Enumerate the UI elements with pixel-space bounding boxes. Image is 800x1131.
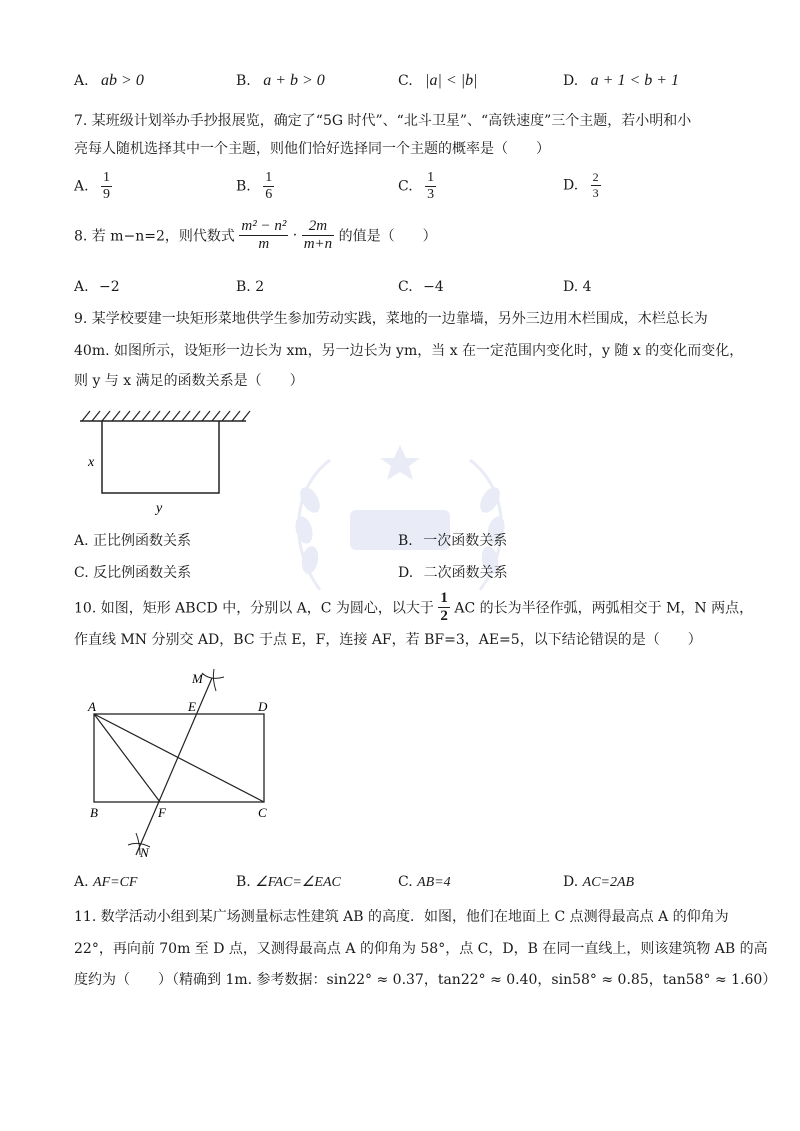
- option-letter: D.: [563, 73, 579, 89]
- q8-prefix: 8. 若 m−n=2，则代数式: [74, 228, 235, 245]
- option-letter: A.: [74, 73, 89, 89]
- q6-option-c: [398, 72, 478, 90]
- option-fraction: [425, 170, 436, 203]
- option-letter: D.: [398, 565, 414, 581]
- denominator: 3: [427, 187, 435, 202]
- q8-option-a: [74, 279, 120, 295]
- wall-hatch: [82, 411, 250, 421]
- option-letter: D.: [563, 279, 579, 295]
- option-text: ∠FAC=∠EAC: [255, 875, 341, 890]
- option-text: |a| < |b|: [425, 72, 478, 89]
- label-m: M: [192, 671, 203, 686]
- q8-fraction-2: [302, 218, 334, 253]
- option-letter: B.: [236, 178, 251, 195]
- numerator: 2m: [302, 218, 334, 236]
- label-x: x: [88, 455, 95, 470]
- numerator: 2: [592, 170, 599, 184]
- option-letter: C.: [74, 565, 89, 581]
- q9-option-c: [74, 562, 191, 582]
- option-fraction: [101, 170, 112, 203]
- q9-option-b: [398, 530, 507, 550]
- q11-line1: 11. 数学活动小组到某广场测量标志性建筑 AB 的高度．如图，他们在地面上 C 点测得最高点 A 的仰角为: [74, 909, 729, 925]
- q9-line3: 则 y 与 x 满足的函数关系是（ ）: [74, 373, 304, 389]
- q10-line2: 作直线 MN 分别交 AD，BC 于点 E，F，连接 AF，若 BF=3，AE=5，以下结论错误的是（ ）: [74, 632, 702, 648]
- denominator: 6: [265, 187, 273, 202]
- option-text: 2: [255, 279, 265, 295]
- option-letter: B.: [236, 73, 251, 89]
- label-f: F: [158, 805, 166, 820]
- option-text: −2: [99, 279, 120, 295]
- q10-line1: [74, 590, 753, 625]
- option-letter: D.: [563, 874, 579, 890]
- option-letter: B.: [398, 533, 413, 549]
- line-mn: [136, 678, 212, 855]
- q10-option-a: [74, 874, 137, 891]
- option-text: 正比例函数关系: [93, 533, 192, 549]
- option-text: −4: [423, 279, 444, 295]
- q7-option-c: [398, 170, 436, 203]
- q7-option-d: [563, 170, 601, 201]
- option-letter: C.: [398, 279, 413, 295]
- q10-option-b: [236, 874, 341, 891]
- option-text: AF=CF: [93, 875, 138, 890]
- option-text: a + 1 < b + 1: [590, 72, 680, 89]
- denominator: m: [258, 236, 270, 252]
- q11-line3: 度约为（ ）（精确到 1m. 参考数据：sin22° ≈ 0.37，tan22° ≈ 0.40，sin58° ≈ 0.85，tan58° ≈ 1.60）: [74, 972, 777, 988]
- q8-dot: ·: [292, 227, 298, 244]
- option-fraction: [263, 170, 274, 203]
- q10-fraction: [438, 590, 450, 625]
- q10-line1-end: AC 的长为半径作弧，两弧相交于 M，N 两点，: [454, 600, 754, 617]
- denominator: 3: [592, 186, 599, 200]
- q10-option-c: [398, 874, 451, 891]
- q8-option-b: [236, 279, 264, 295]
- denominator: 9: [103, 187, 111, 202]
- q7-line1: 7. 某班级计划举办手抄报展览，确定了“5G 时代”、“北斗卫星”、“高铁速度”三个主题，若小明和小: [74, 113, 692, 129]
- q8-fraction-1: [239, 218, 288, 253]
- denominator: 2: [440, 608, 448, 624]
- option-letter: A.: [74, 178, 89, 195]
- q8-stem: [74, 218, 437, 253]
- option-fraction: [591, 170, 601, 201]
- q10-figure: [80, 665, 280, 865]
- label-c: C: [258, 805, 267, 820]
- option-text: AC=2AB: [582, 875, 635, 890]
- option-text: 反比例函数关系: [93, 565, 192, 581]
- option-text: AB=4: [417, 875, 451, 890]
- option-text: a + b > 0: [263, 72, 325, 89]
- q11-line2: 22°，再向前 70m 至 D 点，又测得最高点 A 的仰角为 58°，点 C，D，B 在同一直线上，则该建筑物 AB 的高: [74, 941, 768, 957]
- q6-option-a: [74, 72, 144, 90]
- option-letter: A.: [74, 279, 89, 295]
- q9-figure: [70, 405, 260, 520]
- option-letter: C.: [398, 874, 413, 890]
- q7-option-b: [236, 170, 274, 203]
- option-letter: C.: [398, 178, 413, 195]
- denominator: m+n: [303, 236, 333, 252]
- label-y: y: [156, 501, 163, 516]
- arc-m-2: [213, 669, 216, 691]
- option-letter: C.: [398, 73, 413, 89]
- q9-option-a: [74, 530, 191, 550]
- numerator: m² − n²: [241, 218, 287, 234]
- q8-suffix: 的值是（ ）: [338, 228, 437, 245]
- option-text: ab > 0: [101, 72, 144, 89]
- q7-option-a: [74, 170, 112, 203]
- option-letter: B.: [236, 279, 251, 295]
- segment-af: [94, 714, 160, 802]
- option-text: 4: [582, 279, 592, 295]
- q9-option-d: [398, 562, 508, 582]
- q10-option-d: [563, 874, 634, 891]
- numerator: 1: [103, 170, 111, 185]
- label-b: B: [90, 805, 98, 820]
- q8-option-c: [398, 279, 444, 295]
- q9-line2: 40m. 如图所示，设矩形一边长为 xm，另一边长为 ym，当 x 在一定范围内变化时，y 随 x 的变化而变化，: [74, 343, 744, 359]
- q9-line1: 9. 某学校要建一块矩形菜地供学生参加劳动实践，菜地的一边靠墙，另外三边用木栏围成，木栏总长为: [74, 311, 708, 327]
- option-letter: B.: [236, 874, 251, 890]
- option-letter: A.: [74, 874, 89, 890]
- q8-option-d: [563, 279, 592, 295]
- numerator: 1: [427, 170, 435, 185]
- label-d: D: [258, 699, 268, 714]
- numerator: 1: [265, 170, 273, 185]
- label-a: A: [88, 699, 96, 714]
- diagonal-ac: [94, 714, 264, 802]
- option-letter: A.: [74, 533, 89, 549]
- option-letter: D.: [563, 177, 579, 194]
- q6-option-b: [236, 72, 325, 90]
- fence-rectangle: [102, 421, 219, 493]
- q10-line1-start: 10. 如图，矩形 ABCD 中，分别以 A，C 为圆心，以大于: [74, 600, 434, 617]
- q7-line2: 亮每人随机选择其中一个主题，则他们恰好选择同一个主题的概率是（ ）: [74, 141, 550, 157]
- q6-option-d: [563, 72, 679, 90]
- option-text: 二次函数关系: [423, 565, 508, 581]
- label-e: E: [188, 699, 196, 714]
- option-text: 一次函数关系: [423, 533, 508, 549]
- numerator: 1: [440, 590, 448, 606]
- label-n: N: [140, 845, 149, 860]
